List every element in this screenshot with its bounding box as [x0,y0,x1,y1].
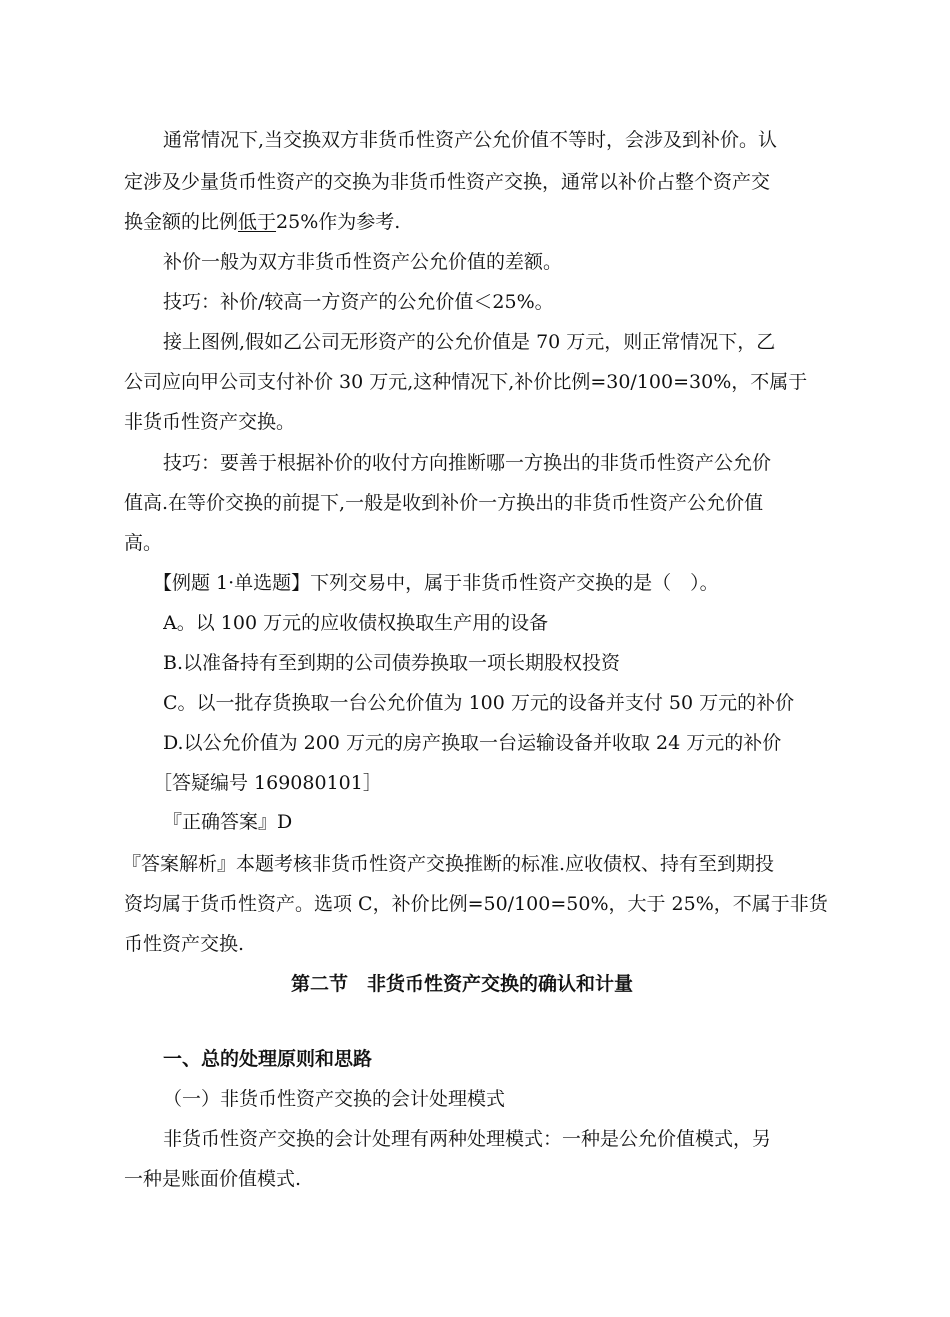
paragraph-line: 通常情况下,当交换双方非货币性资产公允价值不等时，会涉及到补价。认 [163,129,778,151]
text-run: 25%作为参考. [276,211,401,233]
option-a: A。以 100 万元的应收债权换取生产用的设备 [163,612,549,634]
paragraph-line: 非货币性资产交换。 [124,411,296,433]
tip-line: 技巧：补价/较高一方资产的公允价值＜25%。 [163,291,554,313]
option-d: D.以公允价值为 200 万元的房产换取一台运输设备并收取 24 万元的补价 [163,732,782,754]
answer-analysis-line: 『答案解析』本题考核非货币性资产交换推断的标准.应收债权、持有至到期投 [122,853,775,875]
text-run: 换金额的比例 [124,211,239,233]
correct-answer: 『正确答案』D [163,811,293,833]
paragraph-line: 补价一般为双方非货币性资产公允价值的差额。 [163,251,563,273]
paragraph-line: 值高.在等价交换的前提下,一般是收到补价一方换出的非货币性资产公允价值 [124,492,764,514]
paragraph-line [124,210,834,234]
tip-line: 技巧：要善于根据补价的收付方向推断哪一方换出的非货币性资产公允价 [163,452,772,474]
paragraph-line: 一种是账面价值模式. [124,1168,302,1190]
answer-analysis-line: 资均属于货币性资产。选项 C，补价比例=50/100=50%，大于 25%，不属于非货 [124,893,828,915]
paragraph-line: 公司应向甲公司支付补价 30 万元,这种情况下,补价比例=30/100=30%，不属于 [124,371,808,393]
option-b: B.以准备持有至到期的公司债券换取一项长期股权投资 [163,652,621,674]
paragraph-line: 高。 [124,532,163,554]
paragraph-line: 非货币性资产交换的会计处理有两种处理模式：一种是公允价值模式，另 [163,1128,772,1150]
qa-number: ［答疑编号 169080101］ [153,772,382,794]
answer-analysis-line: 币性资产交换. [124,933,245,955]
section-title: 第二节 非货币性资产交换的确认和计量 [291,973,634,995]
underlined-text: 低于 [238,211,277,233]
paragraph-line: 接上图例,假如乙公司无形资产的公允价值是 70 万元，则正常情况下，乙 [163,331,776,353]
example-question: 【例题 1·单选题】下列交易中，属于非货币性资产交换的是（ ）。 [153,572,719,594]
subsection-heading: （一）非货币性资产交换的会计处理模式 [163,1088,506,1110]
paragraph-line: 定涉及少量货币性资产的交换为非货币性资产交换，通常以补价占整个资产交 [124,171,771,193]
section-subheading: 一、总的处理原则和思路 [163,1048,373,1070]
option-c: C。以一批存货换取一台公允价值为 100 万元的设备并支付 50 万元的补价 [163,692,795,714]
